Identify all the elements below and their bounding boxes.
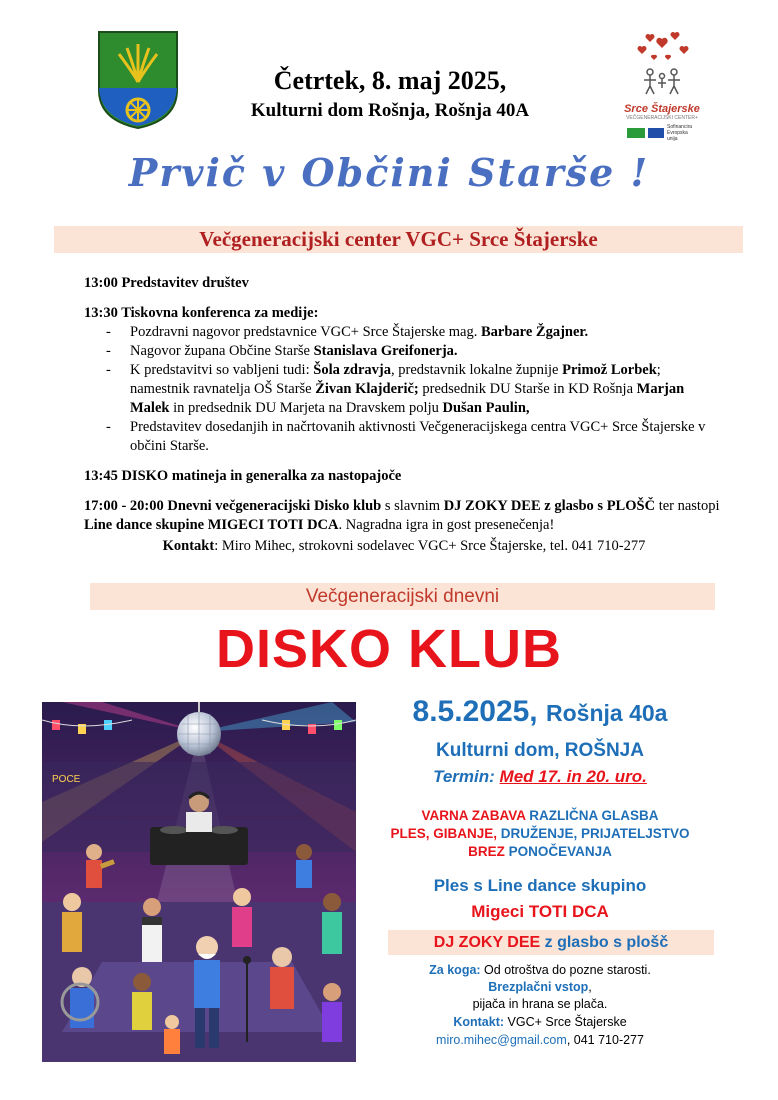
email-link[interactable]: miro.mihec@gmail.com	[436, 1033, 567, 1047]
eu-text: Sofinancira Evropska unija	[667, 124, 693, 142]
headline: Prvič v Občini Starše !	[128, 150, 650, 195]
program-item-1345: 13:45 DISKO matineja in generalka za nastopajoče	[84, 468, 402, 484]
poster-title: DISKO KLUB	[216, 619, 562, 679]
poster-date-place: 8.5.2025, Rošnja 40a	[412, 695, 668, 728]
club-sign: POCE	[52, 774, 81, 785]
srce-stajerske-logo	[620, 28, 704, 142]
logo-subtext: VEČGENERACIJSKI CENTER+	[626, 115, 698, 121]
program-contact: Kontakt: Miro Mihec, strokovni sodelavec VGC+ Srce Štajerske, tel. 041 710-277	[162, 538, 646, 554]
list-item: - Predstavitev dosedanjih in načrtovanih aktivnosti Večgeneracijskega centra VGC+ Srce Štajerske v občini Starše.	[130, 418, 724, 456]
program-item-1330: 13:30 Tiskovna konferenca za medije:	[84, 305, 319, 321]
partner-badge	[627, 128, 645, 138]
eu-flag-icon	[648, 128, 664, 138]
free-entry: Brezplačni vstop,	[488, 980, 592, 994]
logo-text: Srce Štajerske	[624, 103, 700, 115]
program-item-1300: 13:00 Predstavitev društev	[84, 275, 249, 291]
feature-line-2: PLES, GIBANJE, DRUŽENJE, PRIJATELJSTVO	[390, 826, 690, 841]
dance-group-line-1: Ples s Line dance skupino	[433, 876, 647, 895]
audience-line: Za koga: Od otroštva do pozne starosti.	[429, 963, 651, 977]
dj-band: DJ ZOKY DEE z glasbo s plošč	[388, 930, 714, 955]
center-title-band: Večgeneracijski center VGC+ Srce Štajerske	[54, 226, 743, 253]
poster-contact: Kontakt: VGC+ Srce Štajerske	[453, 1015, 627, 1029]
food-note: pijača in hrana se plača.	[472, 997, 608, 1011]
hearts-tree-icon	[620, 28, 704, 98]
program-item-1700: 17:00 - 20:00 Dnevni večgeneracijski Disko klub s slavnim DJ ZOKY DEE z glasbo s PLOŠČ ter nastopi Line dance skupine MIGECI TOTI DCA. Nagradna igra in gost presenečenja!	[84, 498, 720, 533]
feature-line-3: BREZ PONOČEVANJA	[468, 844, 612, 859]
feature-line-1: VARNA ZABAVA RAZLIČNA GLASBA	[421, 808, 659, 823]
poster-term: Termin: Med 17. in 20. uro.	[433, 767, 647, 786]
poster-hall: Kulturni dom, ROŠNJA	[436, 740, 644, 761]
event-date: Četrtek, 8. maj 2025,	[273, 66, 507, 95]
municipality-crest	[97, 30, 179, 130]
program-list	[84, 274, 724, 546]
dance-group-line-2: Migeci TOTI DCA	[471, 902, 609, 921]
press-conference-bullets	[84, 323, 724, 456]
list-item: - Nagovor župana Občine Starše Stanislava Greifonerja.	[130, 342, 724, 361]
poster-subtitle-band: Večgeneracijski dnevni	[90, 583, 715, 610]
disco-party-illustration	[42, 702, 356, 1062]
list-item: - K predstavitvi so vabljeni tudi: Šola zdravja, predstavnik lokalne župnije Primož Lorbek; namestnik ravnatelja OŠ Starše Živan Klajderič; predsednik DU Starše in KD Rošnja Marjan Malek in predsednik DU Marjeta na Dravskem polju Dušan Paulin,	[130, 361, 724, 418]
poster-email-phone: miro.mihec@gmail.com, 041 710-277	[436, 1033, 644, 1047]
list-item: - Pozdravni nagovor predstavnice VGC+ Srce Štajerske mag. Barbare Žgajner.	[130, 323, 724, 342]
event-venue: Kulturni dom Rošnja, Rošnja 40A	[250, 100, 530, 121]
